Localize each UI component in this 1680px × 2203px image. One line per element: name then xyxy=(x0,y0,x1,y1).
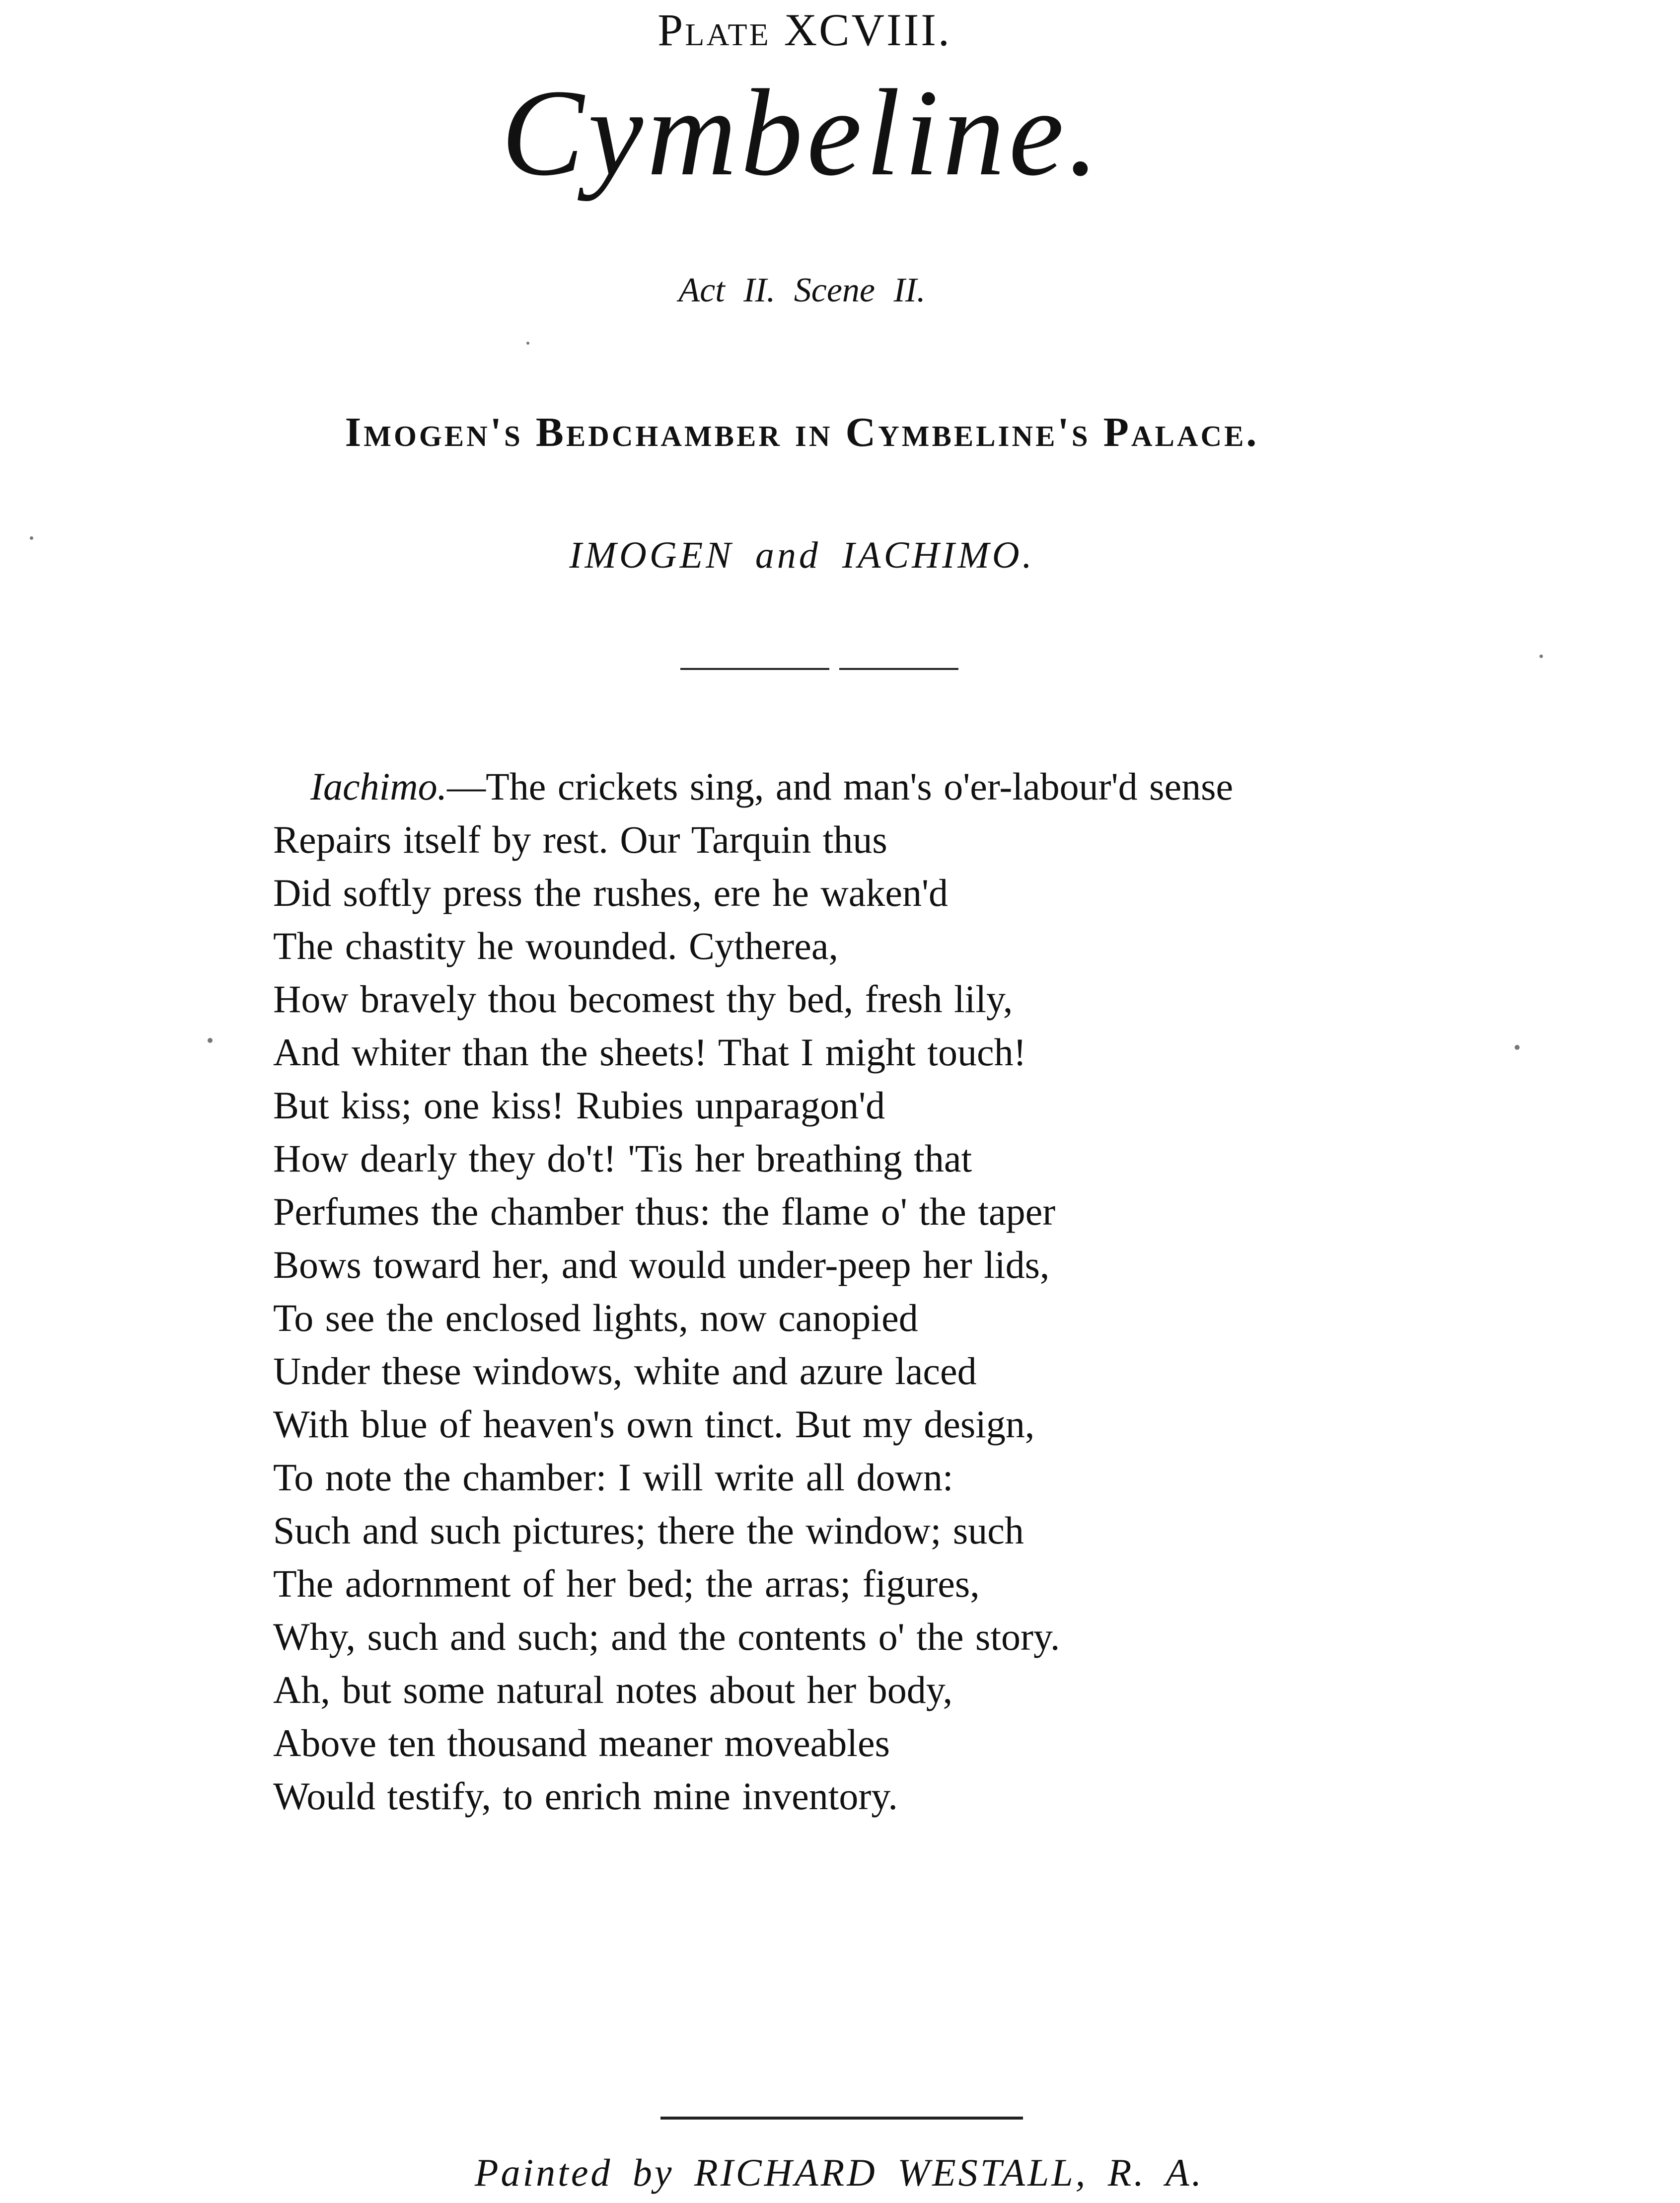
verse-line: The adornment of her bed; the arras; figures, xyxy=(273,1562,980,1605)
verse-line-text: —The crickets sing, and man's o'er-labour'd sense xyxy=(447,765,1234,808)
play-title: Cymbeline. xyxy=(501,64,1103,202)
rule-segment-left xyxy=(680,668,829,670)
verse-line: To note the chamber: I will write all down: xyxy=(273,1456,953,1499)
verse-line: But kiss; one kiss! Rubies unparagon'd xyxy=(273,1084,885,1127)
paper-speck xyxy=(30,536,33,540)
paper-speck xyxy=(1539,655,1543,658)
verse-line: How bravely thou becomest thy bed, fresh lily, xyxy=(273,977,1013,1021)
verse-passage xyxy=(273,760,1415,1823)
paper-speck xyxy=(526,342,529,345)
verse-line: Such and such pictures; there the window; such xyxy=(273,1509,1024,1552)
verse-line: Did softly press the rushes, ere he waken'd xyxy=(273,871,949,914)
verse-line: Bows toward her, and would under-peep her lids, xyxy=(273,1243,1050,1286)
rule-segment-right xyxy=(839,668,958,670)
plate-number-heading xyxy=(0,5,1609,55)
painter-credit: Painted by RICHARD WESTALL, R. A. xyxy=(474,2151,1204,2194)
footer-rule xyxy=(660,2117,1023,2120)
verse-line: Above ten thousand meaner moveables xyxy=(273,1721,890,1764)
verse-line: Under these windows, white and azure laced xyxy=(273,1349,977,1393)
speaker-name: Iachimo. xyxy=(310,765,447,808)
plate-number: XCVIII. xyxy=(784,4,951,55)
verse-line: To see the enclosed lights, now canopied xyxy=(273,1296,918,1339)
verse-line: And whiter than the sheets! That I might touch! xyxy=(273,1030,1026,1074)
plate-label: Plate xyxy=(657,4,771,55)
paper-speck xyxy=(1515,1045,1520,1050)
verse-line: Why, such and such; and the contents o' the story. xyxy=(273,1615,1060,1658)
verse-line: Would testify, to enrich mine inventory. xyxy=(273,1774,898,1818)
scene-location: Imogen's Bedchamber in Cymbeline's Palace. xyxy=(345,409,1259,455)
characters-heading: IMOGEN and IACHIMO. xyxy=(569,534,1035,576)
verse-line: Perfumes the chamber thus: the flame o' the taper xyxy=(273,1190,1056,1233)
verse-line: Repairs itself by rest. Our Tarquin thus xyxy=(273,818,887,861)
verse-line: The chastity he wounded. Cytherea, xyxy=(273,924,838,967)
paper-speck xyxy=(208,1038,213,1043)
verse-line: How dearly they do't! 'Tis her breathing that xyxy=(273,1137,972,1180)
verse-line: With blue of heaven's own tinct. But my design, xyxy=(273,1402,1035,1446)
act-scene-heading: Act II. Scene II. xyxy=(678,271,926,309)
verse-line xyxy=(273,760,1415,813)
verse-line: Ah, but some natural notes about her body, xyxy=(273,1668,953,1711)
ornamental-rule xyxy=(680,668,958,670)
